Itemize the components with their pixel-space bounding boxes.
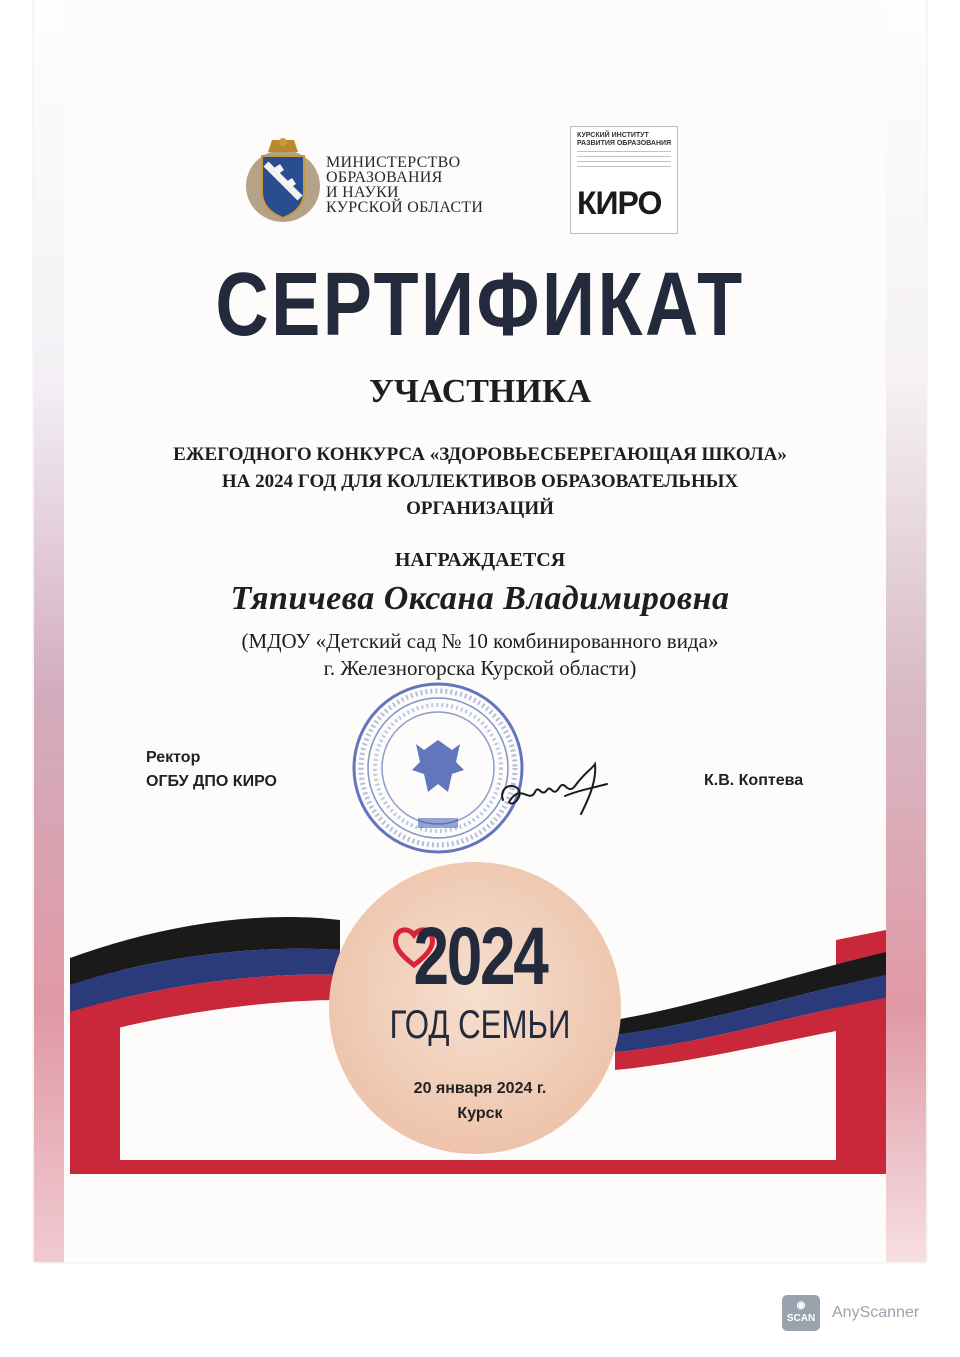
- contest-description: [100, 441, 860, 522]
- contest-line: ЕЖЕГОДНОГО КОНКУРСА «ЗДОРОВЬЕСБЕРЕГАЮЩАЯ ШКОЛА»: [173, 444, 787, 465]
- certificate-subtitle: УЧАСТНИКА: [368, 373, 592, 410]
- rector-block: [146, 746, 277, 794]
- signer-name: К.В. Коптева: [704, 772, 804, 789]
- recipient-organization: [0, 628, 960, 682]
- rector-org: ОГБУ ДПО КИРО: [146, 773, 277, 790]
- certificate-title: СЕРТИФИКАТ: [215, 255, 745, 355]
- issue-place-date: [0, 1076, 960, 1126]
- ministry-line: КУРСКОЙ ОБЛАСТИ: [326, 199, 484, 216]
- contest-line: НА 2024 ГОД ДЛЯ КОЛЛЕКТИВОВ ОБРАЗОВАТЕЛЬНЫХ: [221, 471, 739, 492]
- scan-badge: [782, 1295, 820, 1331]
- rector-title: Ректор: [146, 749, 201, 766]
- ministry-line: ОБРАЗОВАНИЯ: [326, 169, 443, 186]
- kiro-institute-name: [577, 132, 671, 148]
- awarded-label: НАГРАЖДАЕТСЯ: [394, 549, 566, 571]
- kiro-logo: [570, 126, 678, 234]
- emblem-caption: ГОД СЕМЬИ: [389, 1003, 571, 1047]
- kiro-top-line: РАЗВИТИЯ ОБРАЗОВАНИЯ: [577, 140, 672, 147]
- issue-date: 20 января 2024 г.: [413, 1080, 547, 1097]
- scanner-watermark: [782, 1295, 919, 1331]
- ministry-name: [326, 155, 483, 215]
- contest-line: ОРГАНИЗАЦИЙ: [406, 498, 554, 519]
- scanner-app-name: AnyScanner: [832, 1304, 920, 1321]
- organization-line: (МДОУ «Детский сад № 10 комбинированного вида»: [241, 629, 719, 653]
- recipient-name: Тяпичева Оксана Владимировна: [230, 580, 730, 617]
- scan-icon: ◉: [796, 1300, 806, 1311]
- ministry-line: И НАУКИ: [326, 184, 399, 201]
- kiro-top-line: КУРСКИЙ ИНСТИТУТ: [577, 132, 649, 139]
- kiro-decorative-lines: [577, 151, 671, 171]
- organization-line: г. Железногорска Курской области): [323, 656, 637, 680]
- kursk-coat-of-arms-icon: [244, 134, 322, 224]
- kiro-logo-word: КИРО: [577, 185, 662, 221]
- emblem-year: 2024: [413, 911, 547, 1002]
- handwritten-signature: [495, 752, 615, 827]
- ministry-line: МИНИСТЕРСТВО: [326, 154, 461, 171]
- issue-city: Курск: [457, 1105, 503, 1122]
- scan-badge-text: SCAN: [786, 1313, 816, 1324]
